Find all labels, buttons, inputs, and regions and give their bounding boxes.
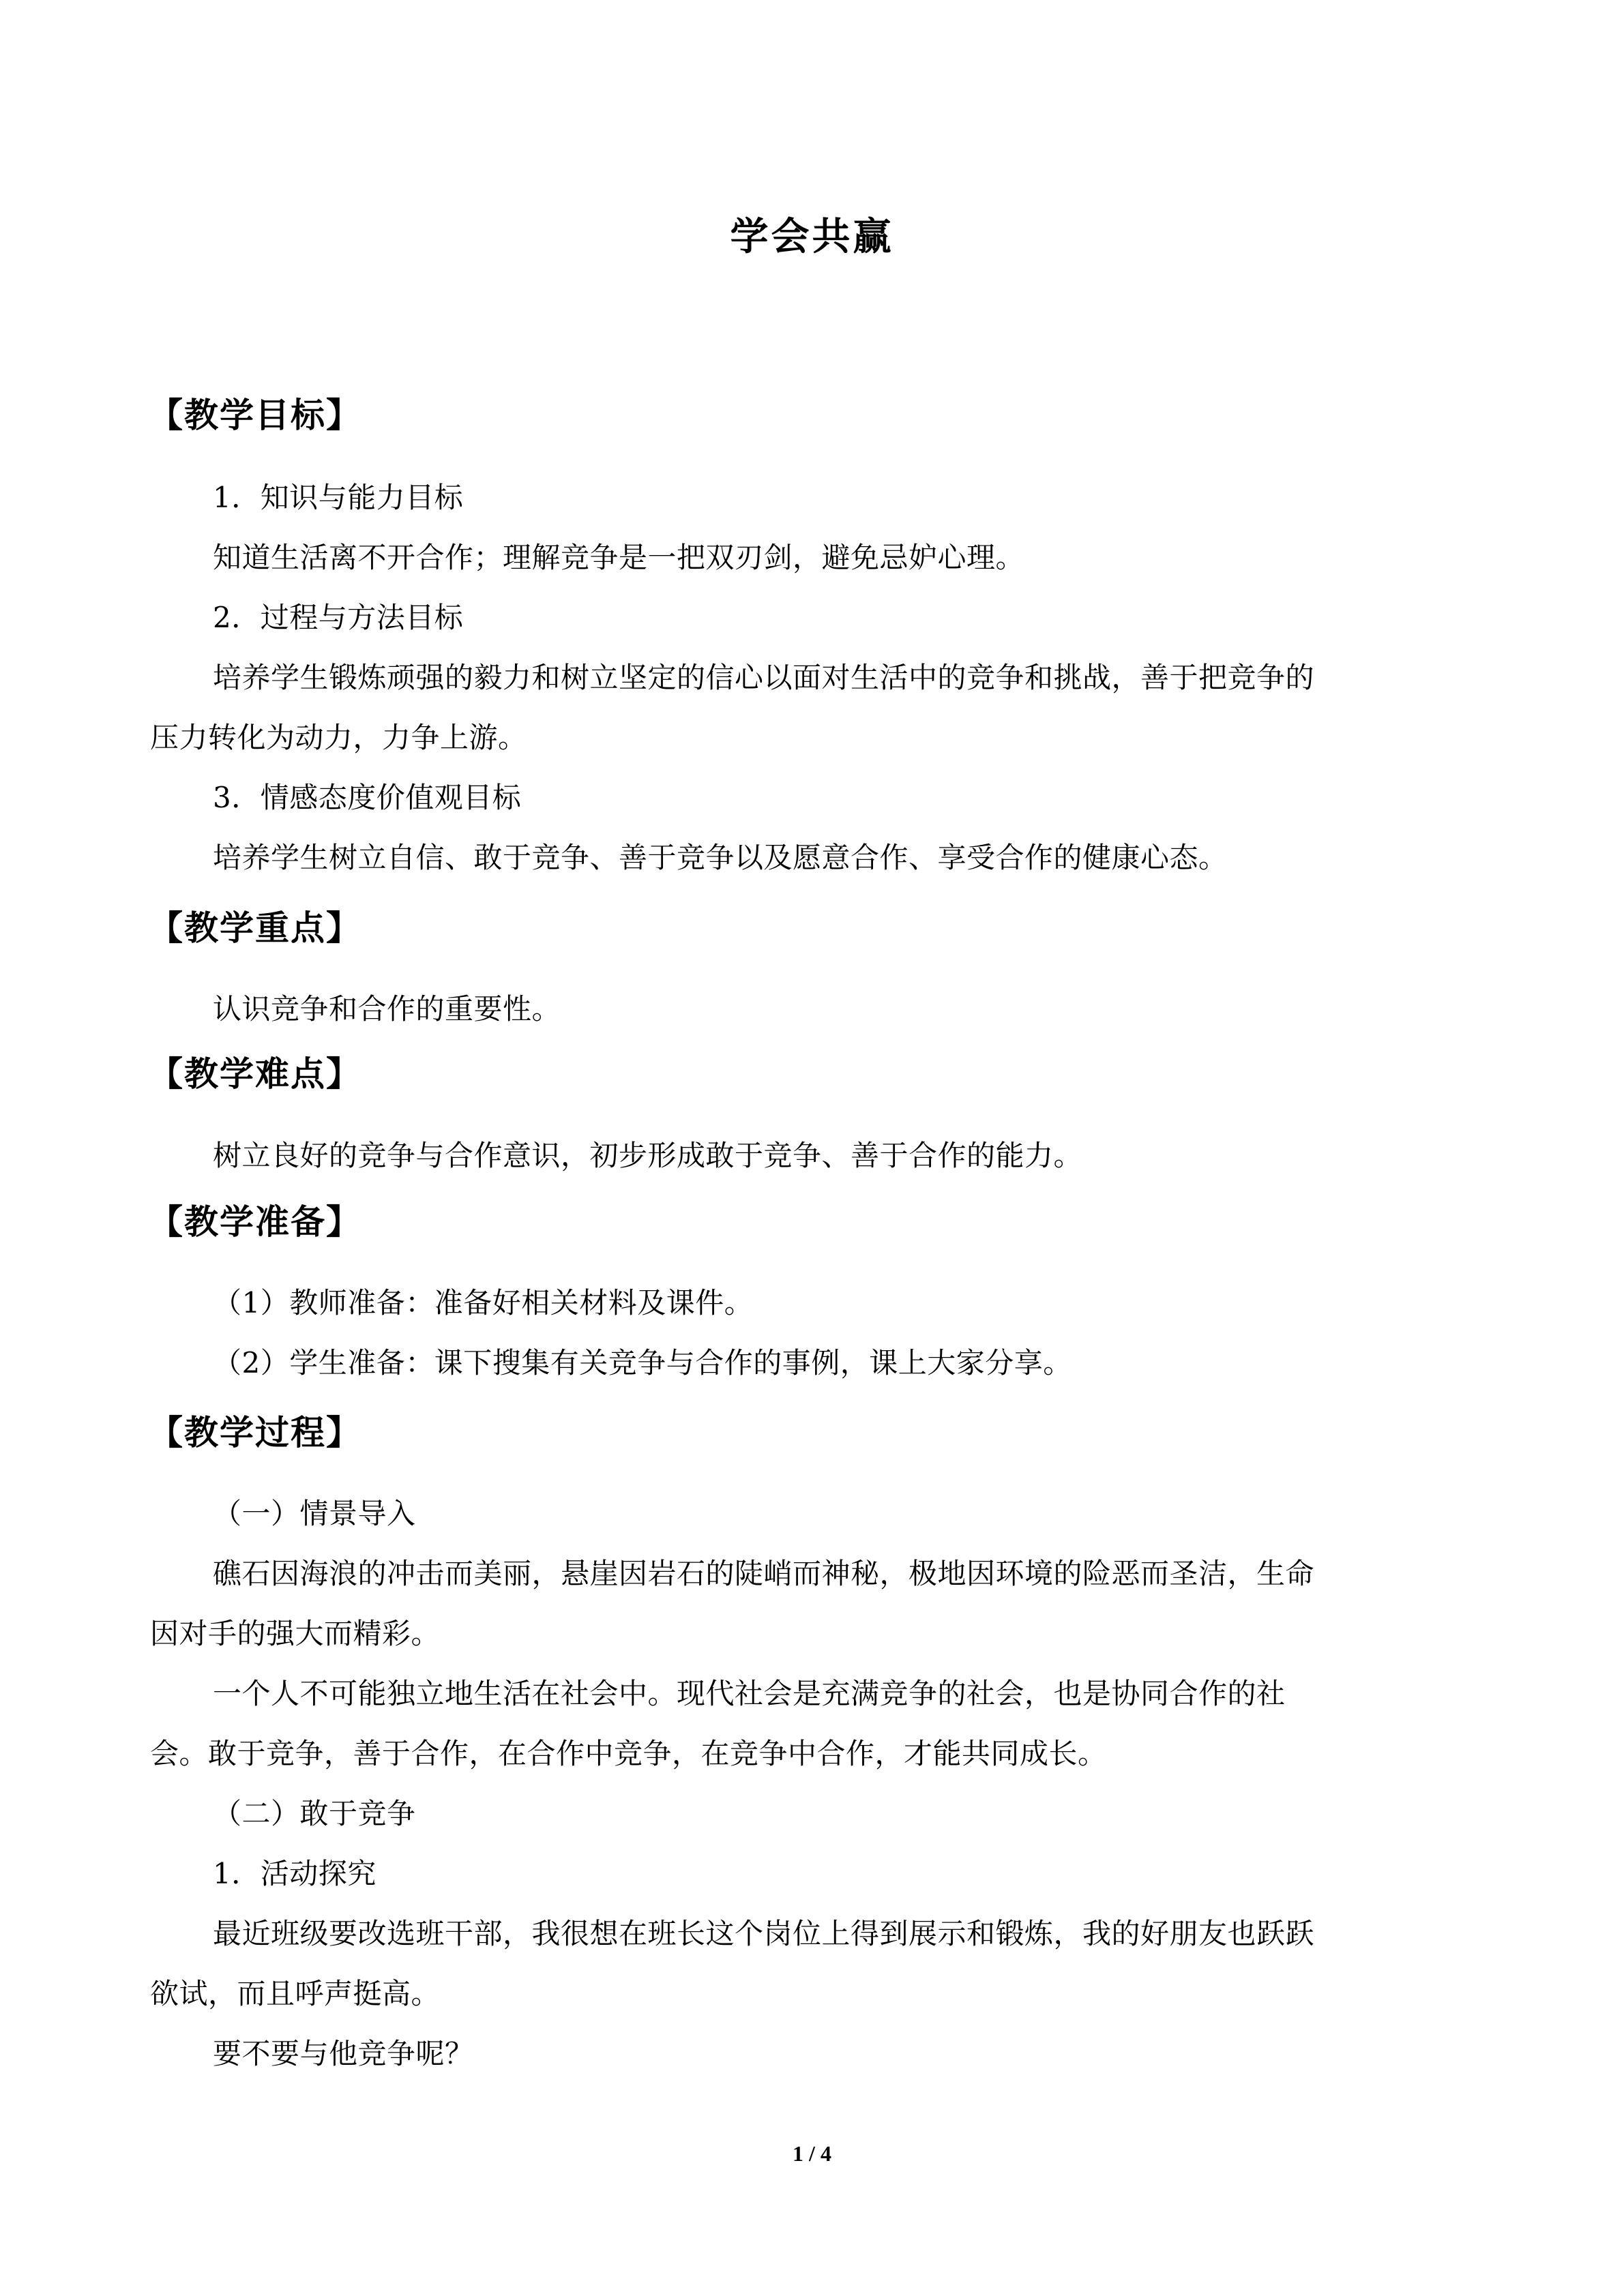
preparation-teacher: （1）教师准备：准备好相关材料及课件。 — [213, 1286, 754, 1320]
process-part-1-label: （一）情景导入 — [213, 1497, 416, 1530]
preparation-student: （2）学生准备：课下搜集有关竞争与合作的事例，课上大家分享。 — [213, 1346, 1072, 1380]
section-heading-objectives: 【教学目标】 — [149, 396, 361, 435]
process-part-2-sub-1: 1．活动探究 — [213, 1857, 377, 1890]
document-title: 学会共赢 — [730, 215, 894, 259]
objective-text-3: 培养学生树立自信、敢于竞争、善于竞争以及愿意合作、享受合作的健康心态。 — [213, 841, 1228, 874]
page-number: 1 / 4 — [793, 2141, 831, 2166]
process-part-2-paragraph-line-2: 欲试，而且呼声挺高。 — [150, 1977, 441, 2010]
process-part-1-paragraph-2-line-2: 会。敢于竞争，善于合作，在合作中竞争，在竞争中合作，才能共同成长。 — [150, 1737, 1107, 1770]
process-part-2-question: 要不要与他竞争呢？ — [213, 2037, 474, 2070]
objective-label-2: 2．过程与方法目标 — [213, 601, 464, 634]
section-heading-key-points: 【教学重点】 — [149, 908, 361, 948]
process-part-2-label: （二）敢于竞争 — [213, 1797, 416, 1830]
difficulties-text: 树立良好的竞争与合作意识，初步形成敢于竞争、善于合作的能力。 — [213, 1139, 1083, 1172]
objective-label-1: 1．知识与能力目标 — [213, 481, 464, 514]
process-part-1-paragraph-1-line-2: 因对手的强大而精彩。 — [150, 1617, 441, 1650]
objective-text-2-line-1: 培养学生锻炼顽强的毅力和树立坚定的信心以面对生活中的竞争和挑战，善于把竞争的 — [213, 661, 1315, 694]
process-part-1-paragraph-2-line-1: 一个人不可能独立地生活在社会中。现代社会是充满竞争的社会，也是协同合作的社 — [213, 1677, 1286, 1710]
objective-label-3: 3．情感态度价值观目标 — [213, 781, 522, 814]
section-heading-preparation: 【教学准备】 — [149, 1202, 361, 1242]
objective-text-1: 知道生活离不开合作；理解竞争是一把双刃剑，避免忌妒心理。 — [213, 541, 1025, 574]
objective-text-2-line-2: 压力转化为动力，力争上游。 — [150, 721, 527, 754]
process-part-1-paragraph-1-line-1: 礁石因海浪的冲击而美丽，悬崖因岩石的陡峭而神秘，极地因环境的险恶而圣洁，生命 — [213, 1557, 1315, 1590]
section-heading-difficulties: 【教学难点】 — [149, 1054, 361, 1094]
key-points-text: 认识竞争和合作的重要性。 — [213, 992, 561, 1026]
section-heading-process: 【教学过程】 — [149, 1413, 361, 1452]
process-part-2-paragraph-line-1: 最近班级要改选班干部，我很想在班长这个岗位上得到展示和锻炼，我的好朋友也跃跃 — [213, 1917, 1315, 1950]
